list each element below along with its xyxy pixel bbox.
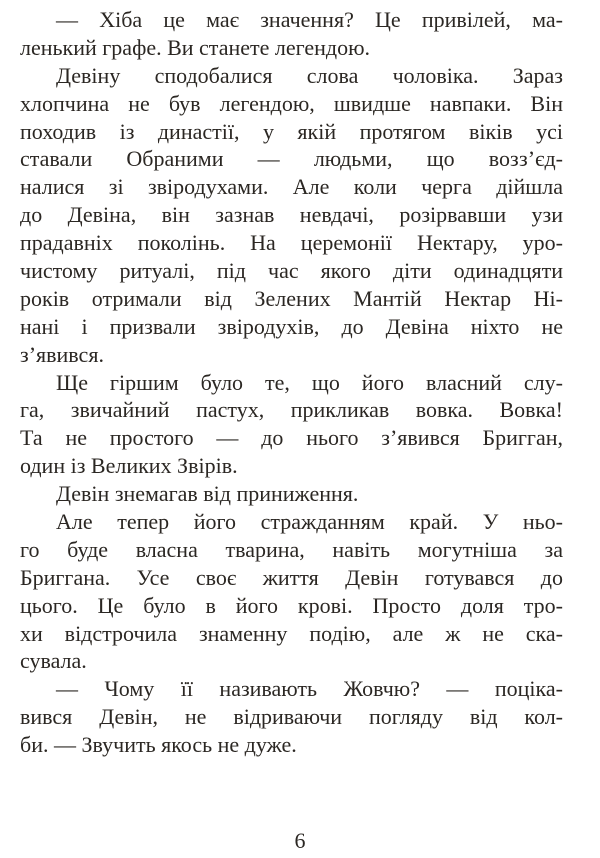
text-line: би. — Звучить якось не дуже. [20, 732, 297, 758]
text-line: нані і призвали звіродухів, до Девіна ніхто не [20, 313, 563, 339]
paragraph [20, 369, 563, 481]
text-line: Бриггана. Усе своє життя Девін готувався до [20, 564, 563, 590]
paragraph [20, 62, 563, 369]
text-line: налися зі звіродухами. Але коли черга дійшла [20, 174, 563, 200]
paragraph [20, 480, 563, 508]
paragraph [20, 675, 563, 759]
text-line: ленький графе. Ви станете легендою. [20, 34, 371, 60]
text-line: Та не простого — до нього з’явився Бригган, [20, 425, 563, 451]
text-line: го буде власна тварина, навіть могутніша за [20, 536, 563, 562]
text-line: вився Девін, не відриваючи погляду від кол- [20, 704, 563, 730]
text-line: — Чому її називають Жовчю? — поціка- [56, 676, 563, 702]
book-page-text [20, 6, 563, 759]
text-line: чистому ритуалі, під час якого діти одинадцяти [20, 258, 563, 284]
text-line: прадавніх поколінь. На церемонії Нектару, уро- [20, 230, 563, 256]
text-line: з’явився. [20, 341, 104, 367]
text-line: сувала. [20, 648, 87, 674]
text-line: Девіну сподобалися слова чоловіка. Зараз [56, 62, 563, 88]
text-line: га, звичайний пастух, прикликав вовка. Вовка! [20, 397, 563, 423]
page-number: 6 [294, 828, 306, 853]
text-line: ставали Обраними — людьми, що возз’єд- [20, 146, 563, 172]
text-line: походив із династії, у якій протягом віків усі [20, 118, 563, 144]
paragraph [20, 508, 563, 675]
text-line: — Хіба це має значення? Це привілей, ма- [56, 7, 563, 32]
text-line: років отримали від Зелених Мантій Нектар Ні- [20, 285, 563, 311]
text-line: до Девіна, він зазнав невдачі, розірвавши узи [20, 202, 563, 228]
text-line: хи відстрочила знаменну подію, але ж не ска- [20, 620, 563, 646]
text-line: Але тепер його стражданням край. У ньо- [56, 509, 563, 535]
text-line: цього. Це було в його крові. Просто доля тро- [20, 592, 563, 618]
text-line: Ще гіршим було те, що його власний слу- [56, 369, 563, 395]
text-line: Девін знемагав від приниження. [56, 481, 359, 507]
text-line: один із Великих Звірів. [20, 453, 238, 479]
text-line: хлопчина не був легендою, швидше навпаки. Він [20, 90, 563, 116]
paragraph [20, 6, 563, 62]
